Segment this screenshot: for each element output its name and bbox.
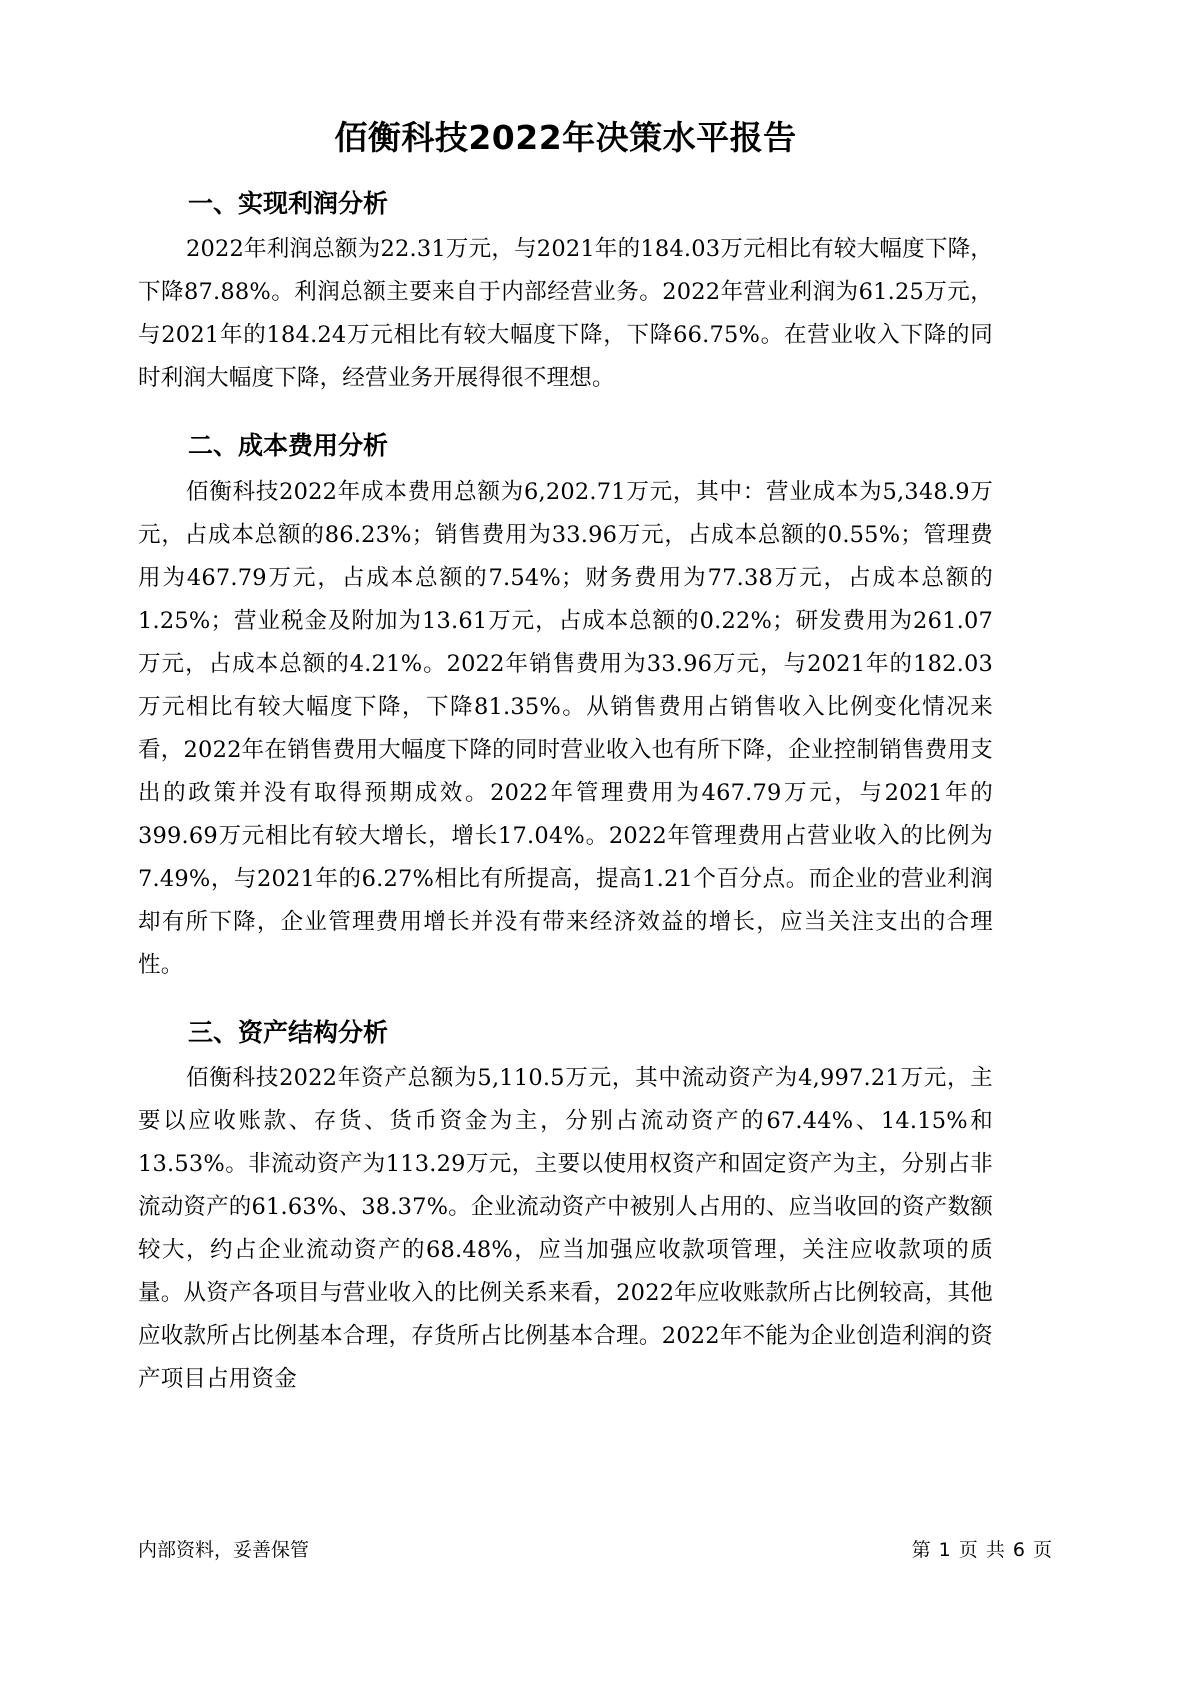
section-body-2: 佰衡科技2022年成本费用总额为6,202.71万元，其中：营业成本为5,348.9万元，占成本总额的86.23%；销售费用为33.96万元，占成本总额的0.55%；管理费用为467.79万元，占成本总额的7.54%；财务费用为77.38万元，占成本总额的1.25%；营业税金及附加为13.61万元，占成本总额的0.22%；研发费用为261.07万元，占成本总额的4.21%。2022年销售费用为33.96万元，与2021年的182.03万元相比有较大幅度下降，下降81.35%。从销售费用占销售收入比例变化情况来看，2022年在销售费用大幅度下降的同时营业收入也有所下降，企业控制销售费用支出的政策并没有取得预期成效。2022年管理费用为467.79万元，与2021年的399.69万元相比有较大增长，增长17.04%。2022年管理费用占营业收入的比例为7.49%，与2021年的6.27%相比有所提高，提高1.21个百分点。而企业的营业利润却有所下降，企业管理费用增长并没有带来经济效益的增长，应当关注支出的合理性。 [138, 478, 993, 978]
footer-page-number: 第 1 页 共 6 页 [911, 1539, 1053, 1561]
section-heading-2: 二、成本费用分析 [188, 431, 389, 461]
section-body-3: 佰衡科技2022年资产总额为5,110.5万元，其中流动资产为4,997.21万元，主要以应收账款、存货、货币资金为主，分别占流动资产的67.44%、14.15%和13.53%。非流动资产为113.29万元，主要以使用权资产和固定资产为主，分别占非流动资产的61.63%、38.37%。企业流动资产中被别人占用的、应当收回的资产数额较大，约占企业流动资产的68.48%，应当加强应收款项管理，关注应收款项的质量。从资产各项目与营业收入的比例关系来看，2022年应收账款所占比例较高，其他应收款所占比例基本合理，存货所占比例基本合理。2022年不能为企业创造利润的资产项目占用资金 [138, 1065, 993, 1393]
document-content [138, 0, 993, 1401]
section-body-1: 2022年利润总额为22.31万元，与2021年的184.03万元相比有较大幅度下降，下降87.88%。利润总额主要来自于内部经营业务。2022年营业利润为61.25万元，与2021年的184.24万元相比有较大幅度下降，下降66.75%。在营业收入下降的同时利润大幅度下降，经营业务开展得很不理想。 [138, 236, 993, 392]
page-title: 佰衡科技2022年决策水平报告 [334, 118, 797, 157]
page-footer [138, 1535, 1053, 1562]
footer-notice: 内部资料，妥善保管 [138, 1539, 310, 1561]
section-heading-3: 三、资产结构分析 [188, 1017, 389, 1047]
section-heading-1: 一、实现利润分析 [188, 188, 389, 218]
